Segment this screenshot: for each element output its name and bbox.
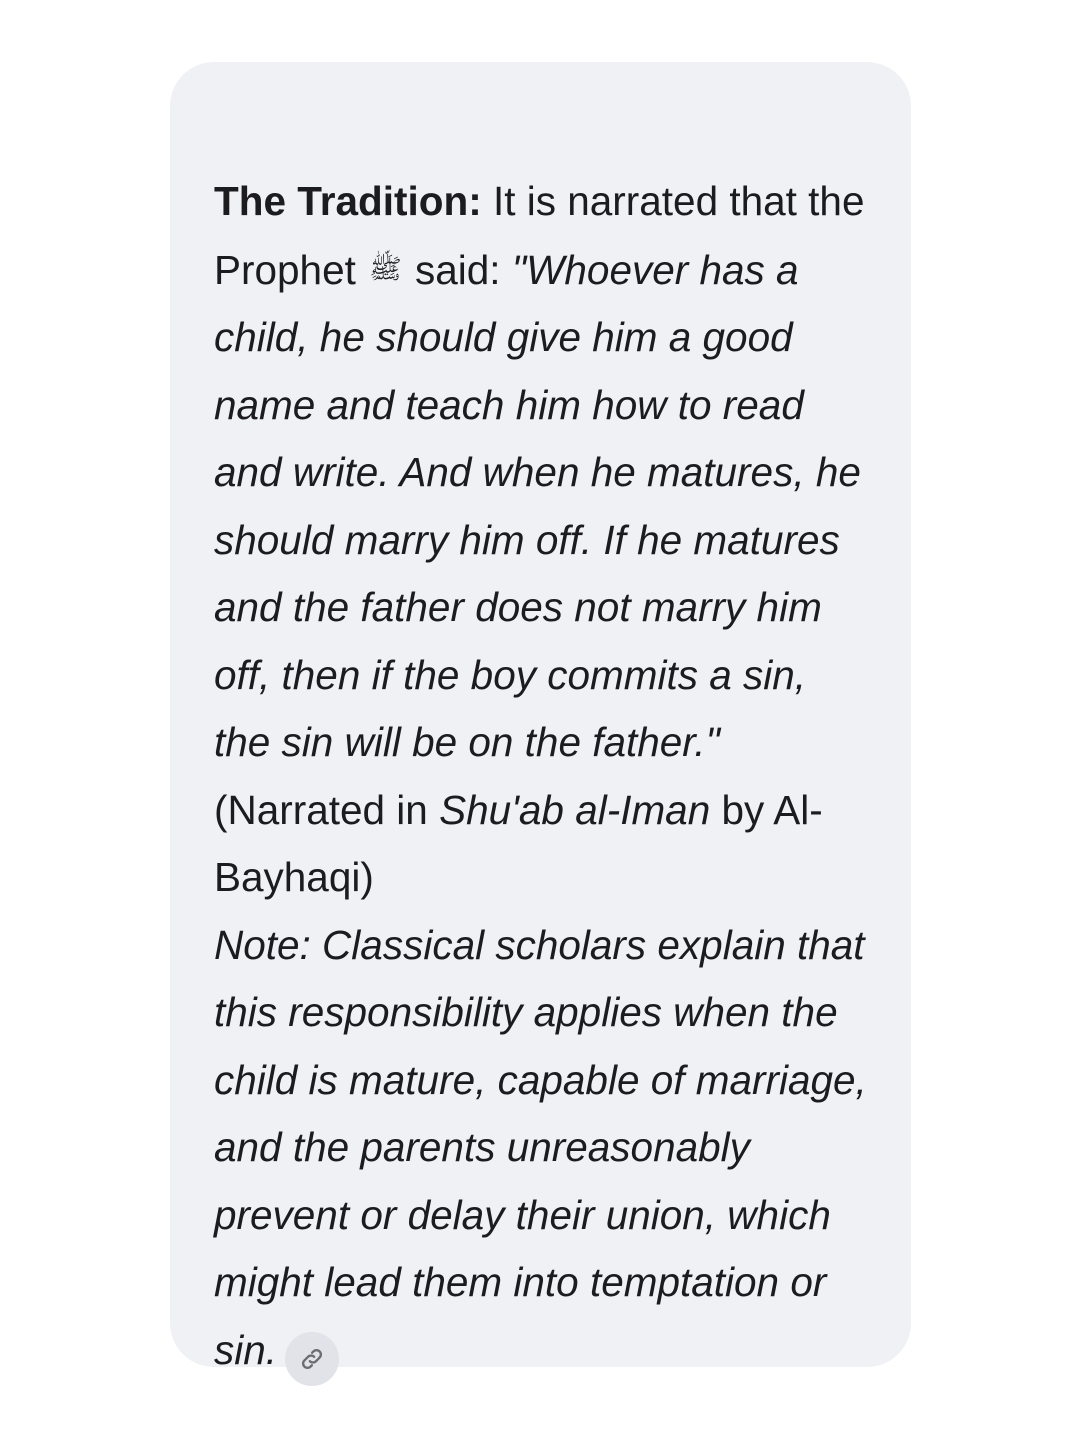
narrated-prefix: (Narrated in	[214, 786, 440, 833]
hadith-card	[170, 62, 911, 1373]
hadith-paragraph	[214, 168, 871, 1386]
source-book: Shu'ab al-Iman	[439, 786, 711, 833]
honorific-glyph: ﷺ	[369, 253, 402, 284]
tradition-label: The Tradition:	[214, 178, 482, 224]
narrated-suffix: by Al-Bayhaqi)	[214, 786, 823, 900]
link-icon	[299, 1346, 325, 1372]
intro-text: It is narrated that the Prophet	[214, 178, 865, 293]
said-text: said:	[403, 246, 512, 293]
hadith-quote: "Whoever has a child, he should give him a good name and teach him how to read and write. And when he matures, he should marry him off. If he matures and the father does not marry him off, then if the boy commits a sin, the sin will be on the father."	[214, 246, 861, 765]
source-link-button[interactable]	[285, 1332, 339, 1386]
scholar-note: Note: Classical scholars explain that this responsibility applies when the child is mature, capable of marriage, and the parents unreasonably prevent or delay their union, which might lead them into temptation or sin.	[214, 921, 867, 1373]
